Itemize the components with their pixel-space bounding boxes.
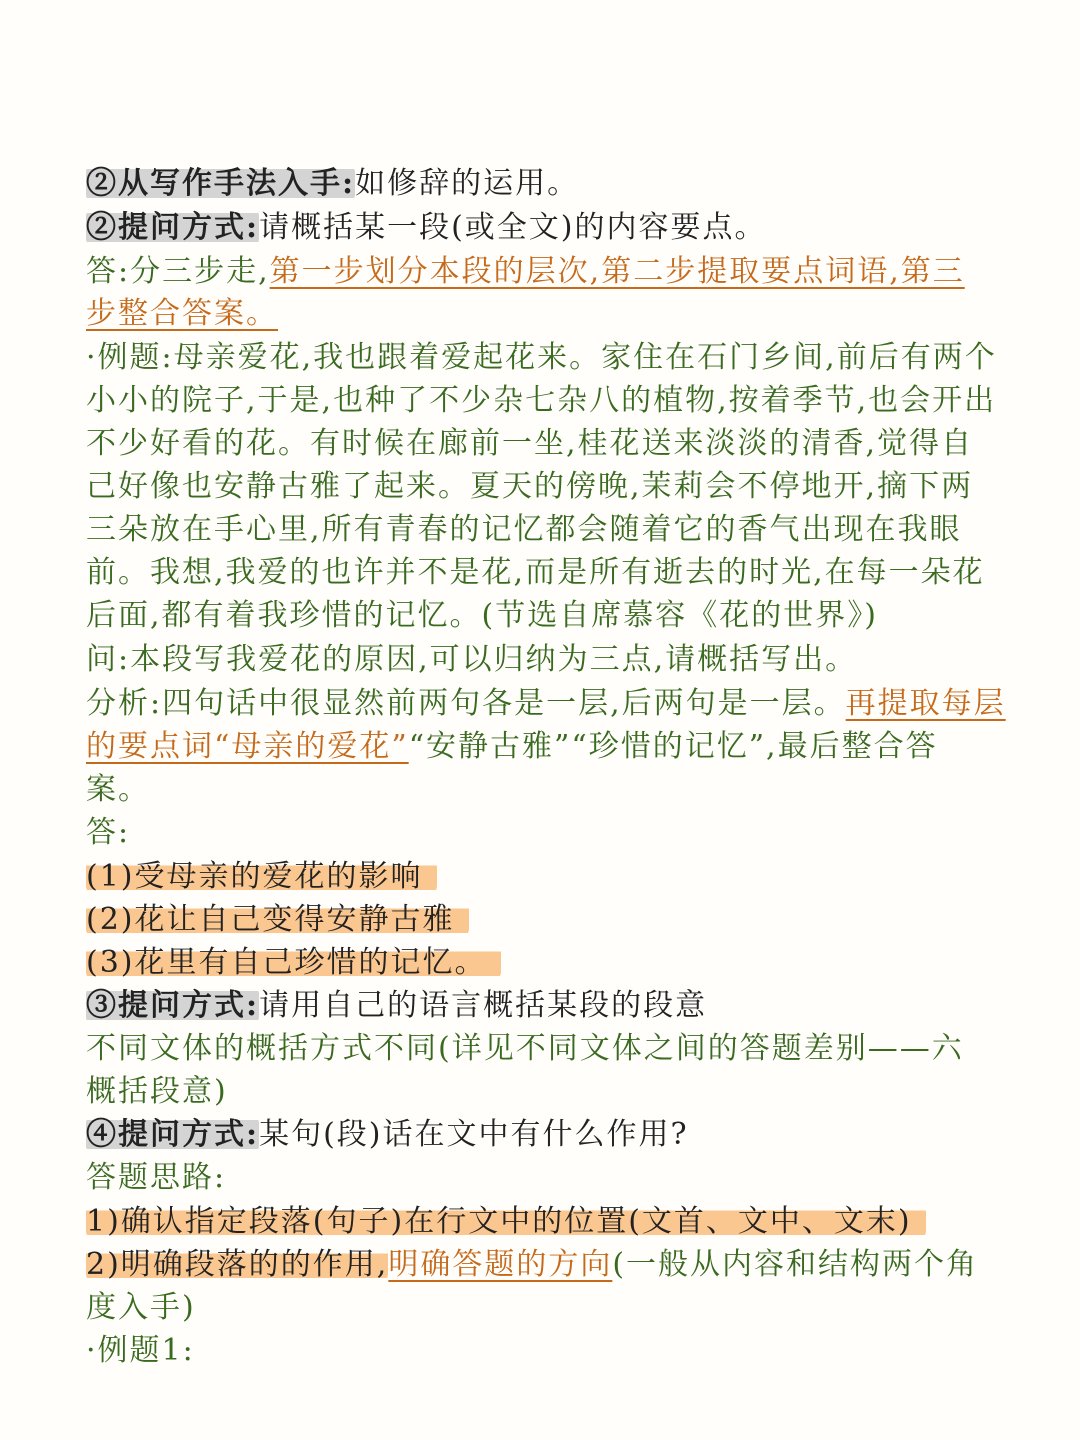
underlined-step: 明确答题的方向	[388, 1247, 613, 1282]
answer-point-2	[86, 900, 469, 940]
underlined-analysis: 再提取每层	[845, 686, 1006, 721]
example-line-7: 后面,都有着我珍惜的记忆。(节选自席慕容《花的世界》)	[86, 598, 878, 633]
analysis-text: “安静古雅”“珍惜的记忆”,最后整合答	[408, 729, 938, 764]
question-line: 问:本段写我爱花的原因,可以归纳为三点,请概括写出。	[86, 642, 858, 677]
highlighted-step: 2)明确段落的的作用,	[86, 1247, 389, 1282]
heading-label: ④提问方式:	[86, 1117, 260, 1152]
answer-point-3	[86, 943, 501, 983]
example-line-5: 三朵放在手心里,所有青春的记忆都会随着它的香气出现在我眼	[86, 512, 962, 547]
underlined-analysis: 的要点词“母亲的爱花”	[86, 729, 409, 764]
example-line-1: ·例题:母亲爱花,我也跟着爱起花来。家住在石门乡间,前后有两个	[86, 340, 997, 375]
line-writing-technique	[86, 164, 579, 204]
approach-step-1	[86, 1202, 926, 1242]
example-line-2: 小小的院子,于是,也种了不少杂七杂八的植物,按着季节,也会开出	[86, 383, 997, 418]
heading-label: ②提问方式:	[86, 210, 260, 245]
answer-steps-line-2	[86, 294, 278, 334]
heading-label: ③提问方式:	[86, 988, 260, 1023]
approach-step-2	[86, 1245, 978, 1285]
highlighted-answer: (3)花里有自己珍惜的记忆。	[86, 945, 501, 980]
answer-steps-line-1	[86, 252, 965, 292]
underlined-steps: 步整合答案。	[86, 296, 278, 331]
line-question-type-2	[86, 208, 767, 248]
analysis-line-3: 案。	[86, 772, 150, 807]
analysis-line-2	[86, 727, 938, 767]
line-text: 某句(段)话在文中有什么作用?	[259, 1117, 689, 1152]
heading-label: ②从写作手法入手:	[86, 166, 356, 201]
note-line-1: 不同文体的概括方式不同(详见不同文体之间的答题差别——六	[86, 1031, 964, 1066]
step-text: (一般从内容和结构两个角	[612, 1247, 979, 1282]
line-text: 请概括某一段(或全文)的内容要点。	[259, 210, 767, 245]
highlighted-step: 1)确认指定段落(句子)在行文中的位置(文首、文中、文末)	[86, 1204, 926, 1239]
line-text: 请用自己的语言概括某段的段意	[259, 988, 708, 1023]
highlighted-answer: (2)花让自己变得安静古雅	[86, 902, 469, 937]
analysis-line-1	[86, 684, 1006, 724]
note-line-2: 概括段意)	[86, 1074, 228, 1109]
underlined-steps: 第一步划分本段的层次,第二步提取要点词语,第三	[269, 254, 965, 289]
answer-label: 答:	[86, 815, 131, 850]
answer-point-1	[86, 857, 437, 897]
line-question-type-3	[86, 986, 707, 1026]
approach-label: 答题思路:	[86, 1160, 227, 1195]
answer-prefix: 答:分三步走,	[86, 254, 270, 289]
highlighted-answer: (1)受母亲的爱花的影响	[86, 859, 437, 894]
line-question-type-4	[86, 1115, 689, 1155]
example-1-label: ·例题1:	[86, 1333, 195, 1368]
line-text: 如修辞的运用。	[355, 166, 580, 201]
analysis-text: 分析:四句话中很显然前两句各是一层,后两句是一层。	[86, 686, 846, 721]
example-line-6: 前。我想,我爱的也许并不是花,而是所有逝去的时光,在每一朵花	[86, 555, 985, 590]
example-line-4: 己好像也安静古雅了起来。夏天的傍晚,茉莉会不停地开,摘下两	[86, 469, 974, 504]
approach-step-2-cont: 度入手)	[86, 1290, 196, 1325]
example-line-3: 不少好看的花。有时候在廊前一坐,桂花送来淡淡的清香,觉得自	[86, 426, 974, 461]
